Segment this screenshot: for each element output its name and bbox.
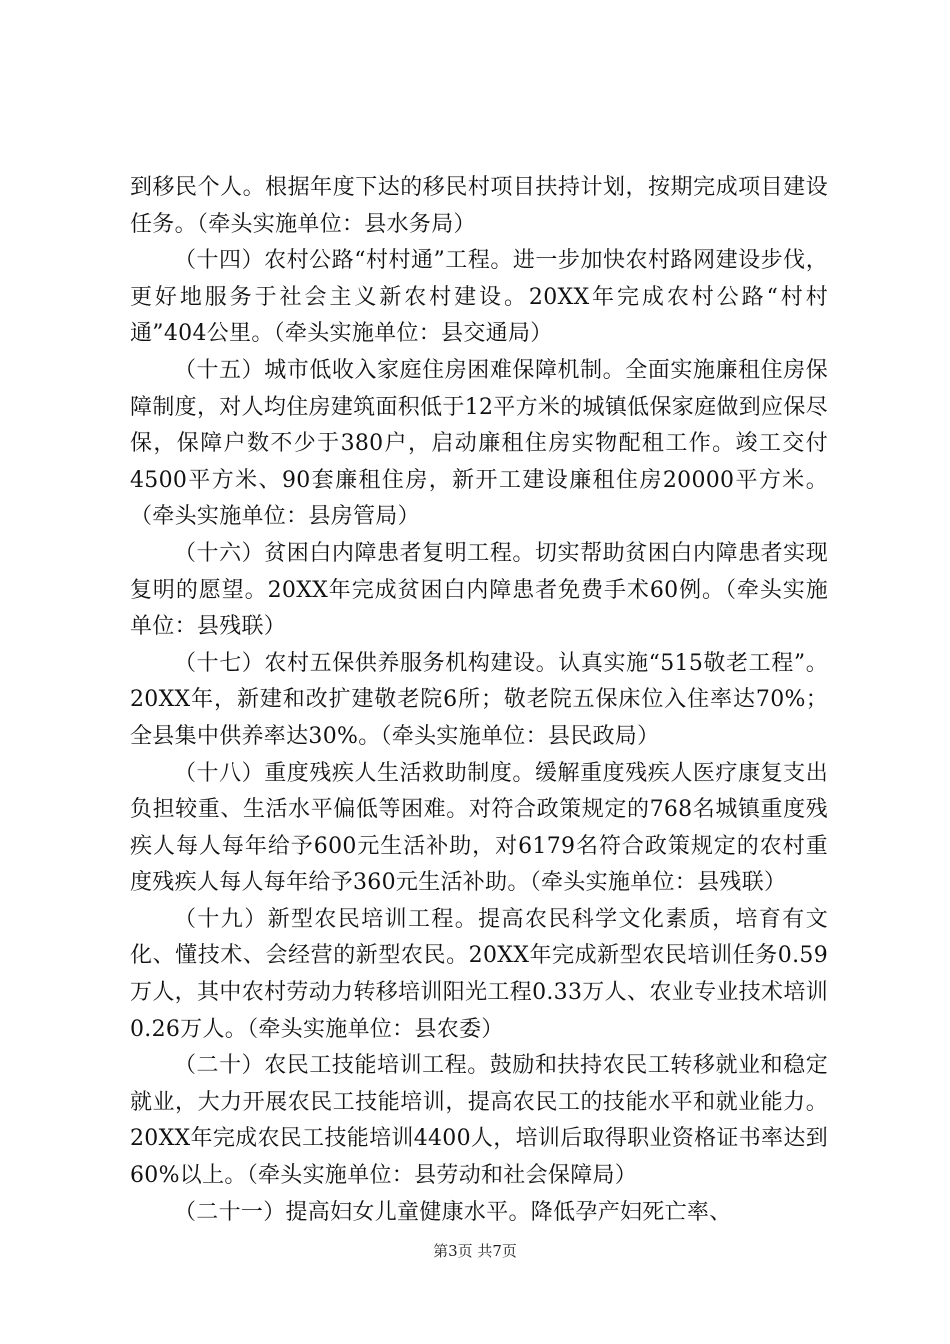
document-body	[130, 170, 828, 1231]
page-number-footer: 第3页 共7页	[433, 1242, 517, 1260]
paragraph-continuation: 到移民个人。根据年度下达的移民村项目扶持计划，按期完成项目建设任务。（牵头实施单位：县水务局）	[130, 175, 828, 237]
paragraph-item-16: （十六）贫困白内障患者复明工程。切实帮助贫困白内障患者实现复明的愿望。20XX年完成贫困白内障患者免费手术60例。（牵头实施单位：县残联）	[130, 540, 828, 640]
paragraph-item-18: （十八）重度残疾人生活救助制度。缓解重度残疾人医疗康复支出负担较重、生活水平偏低等困难。对符合政策规定的768名城镇重度残疾人每人每年给予600元生活补助，对6179名符合政策规定的农村重度残疾人每人每年给予360元生活补助。（牵头实施单位：县残联）	[130, 760, 828, 896]
paragraph-item-19: （十九）新型农民培训工程。提高农民科学文化素质，培育有文化、懂技术、会经营的新型农民。20XX年完成新型农民培训任务0.59万人，其中农村劳动力转移培训阳光工程0.33万人、农业专业技术培训0.26万人。（牵头实施单位：县农委）	[130, 906, 828, 1042]
paragraph-item-17: （十七）农村五保供养服务机构建设。认真实施“515敬老工程”。20XX年，新建和改扩建敬老院6所；敬老院五保床位入住率达70%；全县集中供养率达30%。（牵头实施单位：县民政局）	[130, 650, 828, 749]
paragraph-item-15: （十五）城市低收入家庭住房困难保障机制。全面实施廉租住房保障制度，对人均住房建筑面积低于12平方米的城镇低保家庭做到应保尽保，保障户数不少于380户，启动廉租住房实物配租工作。竣工交付4500平方米、90套廉租住房，新开工建设廉租住房20000平方米。（牵头实施单位：县房管局）	[130, 357, 828, 530]
paragraph-item-21: （二十一）提高妇女儿童健康水平。降低孕产妇死亡率、	[174, 1199, 732, 1225]
paragraph-item-14: （十四）农村公路“村村通”工程。进一步加快农村路网建设步伐，更好地服务于社会主义新农村建设。20XX年完成农村公路“村村通”404公里。（牵头实施单位：县交通局）	[130, 248, 828, 347]
paragraph-item-20: （二十）农民工技能培训工程。鼓励和扶持农民工转移就业和稳定就业，大力开展农民工技能培训，提高农民工的技能水平和就业能力。20XX年完成农民工技能培训4400人，培训后取得职业资格证书率达到60%以上。（牵头实施单位：县劳动和社会保障局）	[130, 1053, 828, 1189]
